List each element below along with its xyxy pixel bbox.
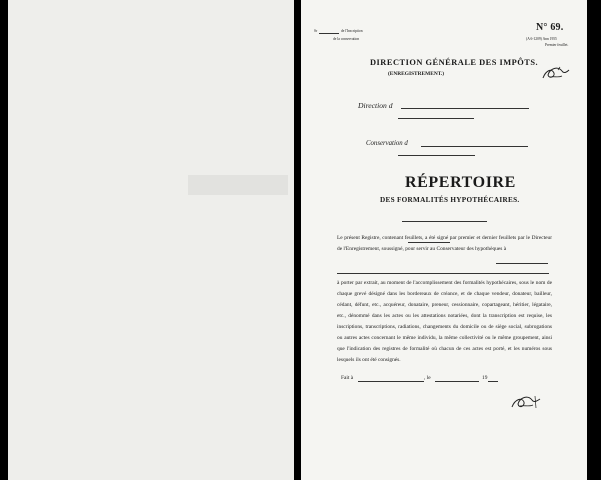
- form-reference: (A 6-1209) Ann 1955: [526, 37, 557, 41]
- conservation-rule-2: [398, 155, 475, 156]
- page-gutter: [294, 0, 301, 480]
- document-title: RÉPERTOIRE: [405, 174, 516, 191]
- direction-label: Direction d: [358, 101, 393, 110]
- corner-prefix: Sr: [314, 29, 318, 33]
- feuillets-rule: [408, 242, 450, 243]
- paragraph-divider: [337, 273, 549, 274]
- document-subtitle: DES FORMALITÉS HYPOTHÉCAIRES.: [380, 196, 520, 204]
- left-page: [8, 0, 294, 480]
- faint-bleed-text: [188, 175, 288, 195]
- direction-subtitle: (ENREGISTREMENT.): [388, 71, 445, 77]
- fait-label: Fait à: [341, 375, 354, 381]
- corner-line-1: de l'Inscription: [341, 29, 363, 33]
- year-prefix: 19: [482, 375, 488, 381]
- direction-rule-2: [398, 118, 474, 119]
- title-divider: [402, 221, 487, 222]
- corner-line-2: de la conservation: [333, 37, 360, 41]
- conservation-rule-1: [421, 146, 528, 147]
- right-edge: [587, 0, 601, 480]
- paragraph-register: Le présent Registre, contenant feuillets, a été signé par premier et dernier feuillets par le Directeur de l'Enregistrement, soussigné, pour servir au Conservateur des hypothèques à: [337, 235, 552, 252]
- conservateur-rule: [496, 263, 548, 264]
- date-rule: [435, 381, 479, 382]
- direction-title: DIRECTION GÉNÉRALE DES IMPÔTS.: [370, 58, 539, 67]
- form-reference-note: Premier feuillet.: [545, 43, 569, 47]
- direction-rule-1: [401, 108, 529, 109]
- conservation-label: Conservation d: [366, 140, 408, 147]
- director-signature: [509, 392, 543, 414]
- stamp-signature-top: [540, 62, 572, 84]
- year-rule: [488, 381, 498, 382]
- form-number: N° 69.: [536, 22, 564, 33]
- corner-rule-1: [319, 33, 339, 34]
- le-label: , le: [424, 375, 431, 381]
- fait-rule: [358, 381, 424, 382]
- paragraph-formalities: à porter par extrait, au moment de l'accomplissement des formalités hypothécaires, sous le nom de chaque grevé désigné dans les bordereaux de créance, et de chaque vendeur, donateur, bailleur, cédant, défunt, etc., acquéreur, donataire, preneur, cessionnaire, copartageant, héritier, légataire, etc., dénommé dans les actes ou les attestations notariées, dont la transcription est requise, les inscriptions, transcriptions, radiations, changements du domicile ou de siège social, subrogations ou autres actes concernant le même individu, la même collectivité ou le même groupement, ainsi que l'indication des registres de formalité où chacun de ces actes est porté, et les numéros sous lesquels ils ont été consignés.: [337, 280, 552, 363]
